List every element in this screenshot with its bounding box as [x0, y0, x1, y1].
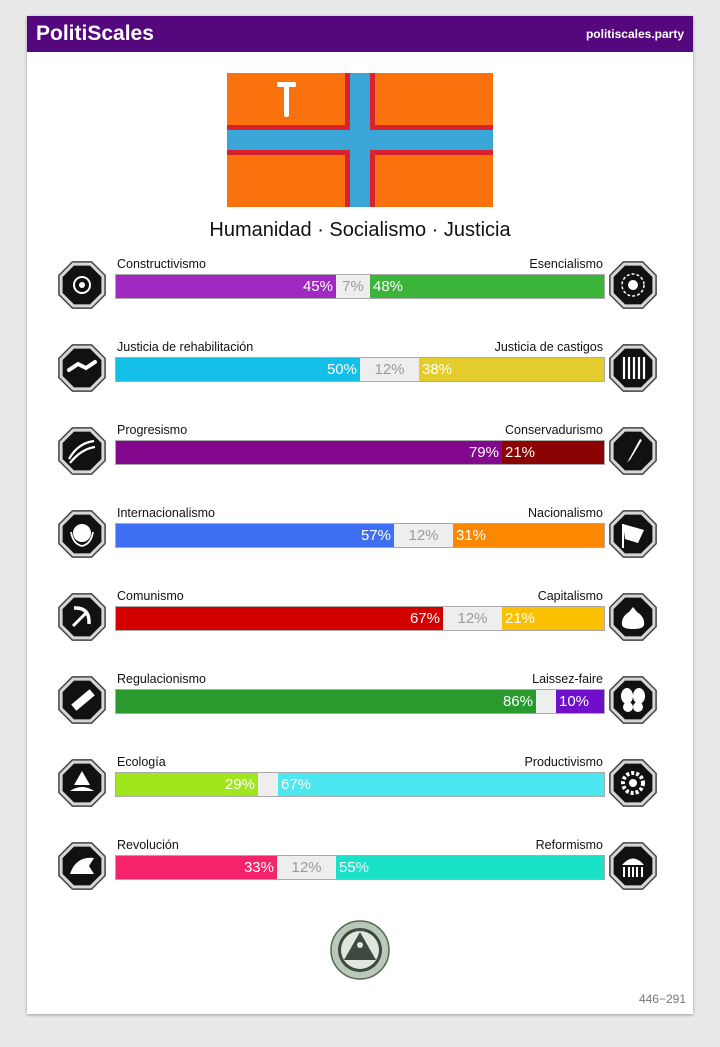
globe-laurel-icon	[56, 508, 108, 560]
neutral-percentage: 12%	[394, 524, 453, 547]
axis-row	[27, 838, 693, 900]
prison-bars-icon	[607, 342, 659, 394]
axis-left-label: Regulacionismo	[117, 672, 206, 686]
axis-left-label: Constructivismo	[117, 257, 206, 271]
right-percentage: 67%	[278, 773, 604, 796]
axis-bar	[115, 274, 605, 299]
axis-bar	[115, 772, 605, 797]
left-percentage: 33%	[116, 856, 277, 879]
result-card	[27, 16, 693, 1014]
hammer-sickle-icon	[56, 591, 108, 643]
axis-left-label: Revolución	[117, 838, 179, 852]
parliament-icon	[607, 840, 659, 892]
axis-bar	[115, 606, 605, 631]
axis-row	[27, 423, 693, 485]
right-percentage: 48%	[370, 275, 604, 298]
right-percentage: 55%	[336, 856, 604, 879]
right-percentage: 10%	[556, 690, 604, 713]
axis-bar	[115, 523, 605, 548]
axis-right-label: Capitalismo	[537, 589, 603, 603]
nature-icon	[56, 757, 108, 809]
axis-right-label: Justicia de castigos	[494, 340, 603, 354]
left-percentage: 45%	[116, 275, 336, 298]
brand-title[interactable]: PolitiScales	[36, 22, 154, 45]
axis-right-label: Productivismo	[524, 755, 603, 769]
axis-left-label: Ecología	[117, 755, 166, 769]
right-percentage: 21%	[502, 441, 604, 464]
right-percentage: 38%	[419, 358, 604, 381]
flag-icon	[607, 508, 659, 560]
flag	[227, 73, 493, 207]
neutral-percentage: 7%	[336, 275, 370, 298]
axis-left-label: Comunismo	[117, 589, 184, 603]
handshake-icon	[56, 342, 108, 394]
axis-right-label: Conservadurismo	[505, 423, 603, 437]
right-percentage: 21%	[502, 607, 604, 630]
axis-row	[27, 672, 693, 734]
axis-left-label: Internacionalismo	[117, 506, 215, 520]
axis-row	[27, 340, 693, 402]
constructivism-icon	[56, 259, 108, 311]
axis-right-label: Reformismo	[535, 838, 603, 852]
left-percentage: 50%	[116, 358, 360, 381]
result-code: 446−291	[638, 992, 686, 1006]
neutral-percentage: 12%	[277, 856, 336, 879]
neutral-percentage	[258, 773, 278, 796]
site-link[interactable]: politiscales.party	[585, 27, 684, 41]
top-bar	[27, 16, 693, 52]
axis-bar	[115, 689, 605, 714]
axis-left-label: Progresismo	[117, 423, 188, 437]
pyramid-seal-icon	[330, 920, 390, 980]
money-bag-icon	[607, 591, 659, 643]
axis-row	[27, 257, 693, 319]
ruler-icon	[56, 674, 108, 726]
axis-row	[27, 506, 693, 568]
revolution-icon	[56, 840, 108, 892]
left-percentage: 57%	[116, 524, 394, 547]
right-percentage: 31%	[453, 524, 604, 547]
axis-row	[27, 755, 693, 817]
neutral-percentage: 12%	[443, 607, 502, 630]
motto: Humanidad · Socialismo · Justicia	[209, 219, 511, 241]
axis-bar	[115, 440, 605, 465]
axis-row	[27, 589, 693, 651]
left-percentage: 29%	[116, 773, 258, 796]
quill-icon	[607, 425, 659, 477]
axis-right-label: Laissez-faire	[532, 672, 603, 686]
gear-icon	[607, 757, 659, 809]
axis-right-label: Esencialismo	[529, 257, 603, 271]
left-percentage: 86%	[116, 690, 536, 713]
neutral-percentage: 12%	[360, 358, 419, 381]
butterfly-icon	[607, 674, 659, 726]
axis-right-label: Nacionalismo	[527, 506, 603, 520]
neutral-percentage	[536, 690, 556, 713]
left-percentage: 67%	[116, 607, 443, 630]
progress-wave-icon	[56, 425, 108, 477]
axis-bar	[115, 357, 605, 382]
axis-left-label: Justicia de rehabilitación	[117, 340, 254, 354]
axis-bar	[115, 855, 605, 880]
essentialism-icon	[607, 259, 659, 311]
left-percentage: 79%	[116, 441, 502, 464]
